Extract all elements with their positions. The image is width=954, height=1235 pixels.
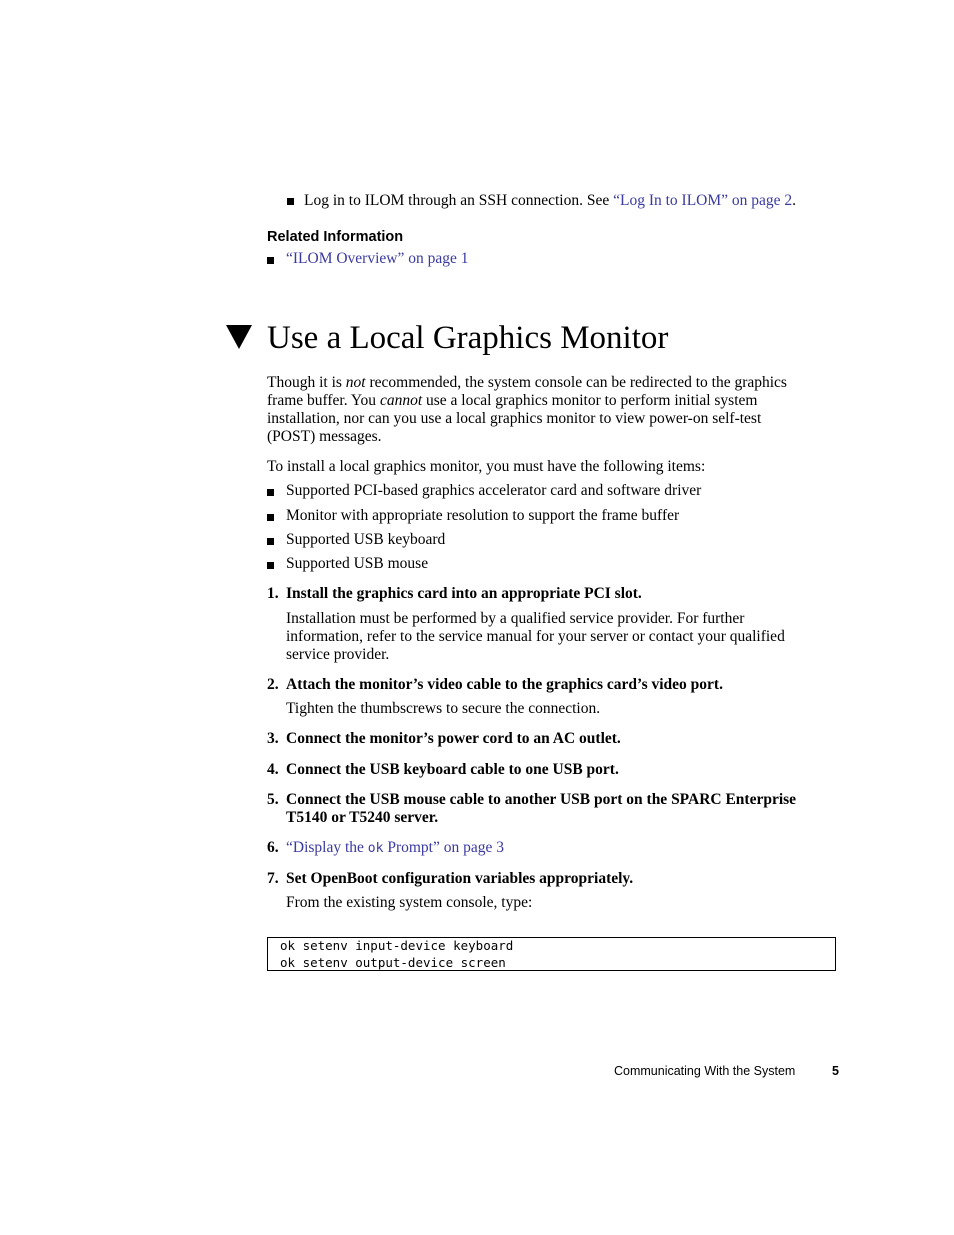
- step-2-body: Tighten the thumbscrews to secure the connection.: [286, 700, 601, 717]
- step-5-number: 5.: [267, 791, 279, 808]
- step-7-body: From the existing system console, type:: [286, 894, 533, 911]
- ilom-overview-link[interactable]: “ILOM Overview” on page 1: [286, 250, 469, 267]
- top-bullet-period: .: [792, 192, 797, 209]
- intro-line-2: frame buffer. You cannot use a local graphics monitor to perform initial system: [267, 392, 758, 409]
- step-2-text: Attach the monitor’s video cable to the graphics card’s video port.: [286, 676, 723, 693]
- step-1-body-line: information, refer to the service manual for your server or contact your qualified: [286, 628, 785, 645]
- step-6-link-lead: “Display the: [286, 839, 368, 856]
- step-5-line: Connect the USB mouse cable to another USB port on the SPARC Enterprise: [286, 791, 797, 808]
- intro-line-1: Though it is not recommended, the system console can be redirected to the graphics: [267, 374, 787, 391]
- display-ok-prompt-link[interactable]: [286, 839, 504, 858]
- footer-chapter-title: Communicating With the System: [614, 1064, 796, 1078]
- step-7-text: Set OpenBoot configuration variables appropriately.: [286, 870, 634, 887]
- step-1-text: Install the graphics card into an appropriate PCI slot.: [286, 585, 642, 602]
- footer-page-number: 5: [832, 1064, 839, 1078]
- bullet-marker: [267, 257, 274, 264]
- step-6-link-code: ok: [367, 841, 384, 856]
- section-triangle-icon: [226, 325, 252, 349]
- step-6-link-tail: Prompt” on page 3: [383, 839, 504, 856]
- step-1-body-line: Installation must be performed by a qualified service provider. For further: [286, 610, 745, 627]
- log-in-to-ilom-link[interactable]: “Log In to ILOM” on page 2: [613, 192, 793, 209]
- bullet-marker: [267, 514, 274, 521]
- related-information-heading: Related Information: [267, 229, 404, 245]
- step-3-text: Connect the monitor’s power cord to an AC outlet.: [286, 730, 621, 747]
- step-3-number: 3.: [267, 730, 279, 747]
- intro-paragraph: [267, 374, 837, 446]
- step-1-body: [286, 610, 842, 664]
- step-6-number: 6.: [267, 839, 279, 856]
- step-2-number: 2.: [267, 676, 279, 693]
- code-line: ok setenv output-device screen: [280, 955, 506, 970]
- step-1-body-line: service provider.: [286, 646, 390, 663]
- bullet-marker: [267, 538, 274, 545]
- bullet-marker: [267, 489, 274, 496]
- code-line: ok setenv input-device keyboard: [280, 938, 514, 953]
- section-title: Use a Local Graphics Monitor: [267, 320, 669, 356]
- list-item: Supported USB mouse: [286, 555, 429, 572]
- intro-line-4: (POST) messages.: [267, 428, 382, 445]
- items-intro: To install a local graphics monitor, you must have the following items:: [267, 458, 706, 475]
- list-item: Supported PCI-based graphics accelerator card and software driver: [286, 482, 702, 499]
- step-7-number: 7.: [267, 870, 279, 887]
- step-5-text: [286, 791, 796, 827]
- step-4-number: 4.: [267, 761, 279, 778]
- bullet-marker: [287, 198, 294, 205]
- top-bullet-text: [304, 192, 796, 210]
- step-5-line: T5140 or T5240 server.: [286, 809, 439, 826]
- intro-line-3: installation, nor can you use a local graphics monitor to view power-on self-test: [267, 410, 762, 427]
- bullet-marker: [267, 562, 274, 569]
- list-item: Supported USB keyboard: [286, 531, 446, 548]
- code-block: [267, 937, 836, 971]
- step-4-text: Connect the USB keyboard cable to one USB port.: [286, 761, 619, 778]
- list-item: Monitor with appropriate resolution to support the frame buffer: [286, 507, 680, 524]
- top-bullet-text-lead: Log in to ILOM through an SSH connection. See: [304, 192, 614, 209]
- step-1-number: 1.: [267, 585, 279, 602]
